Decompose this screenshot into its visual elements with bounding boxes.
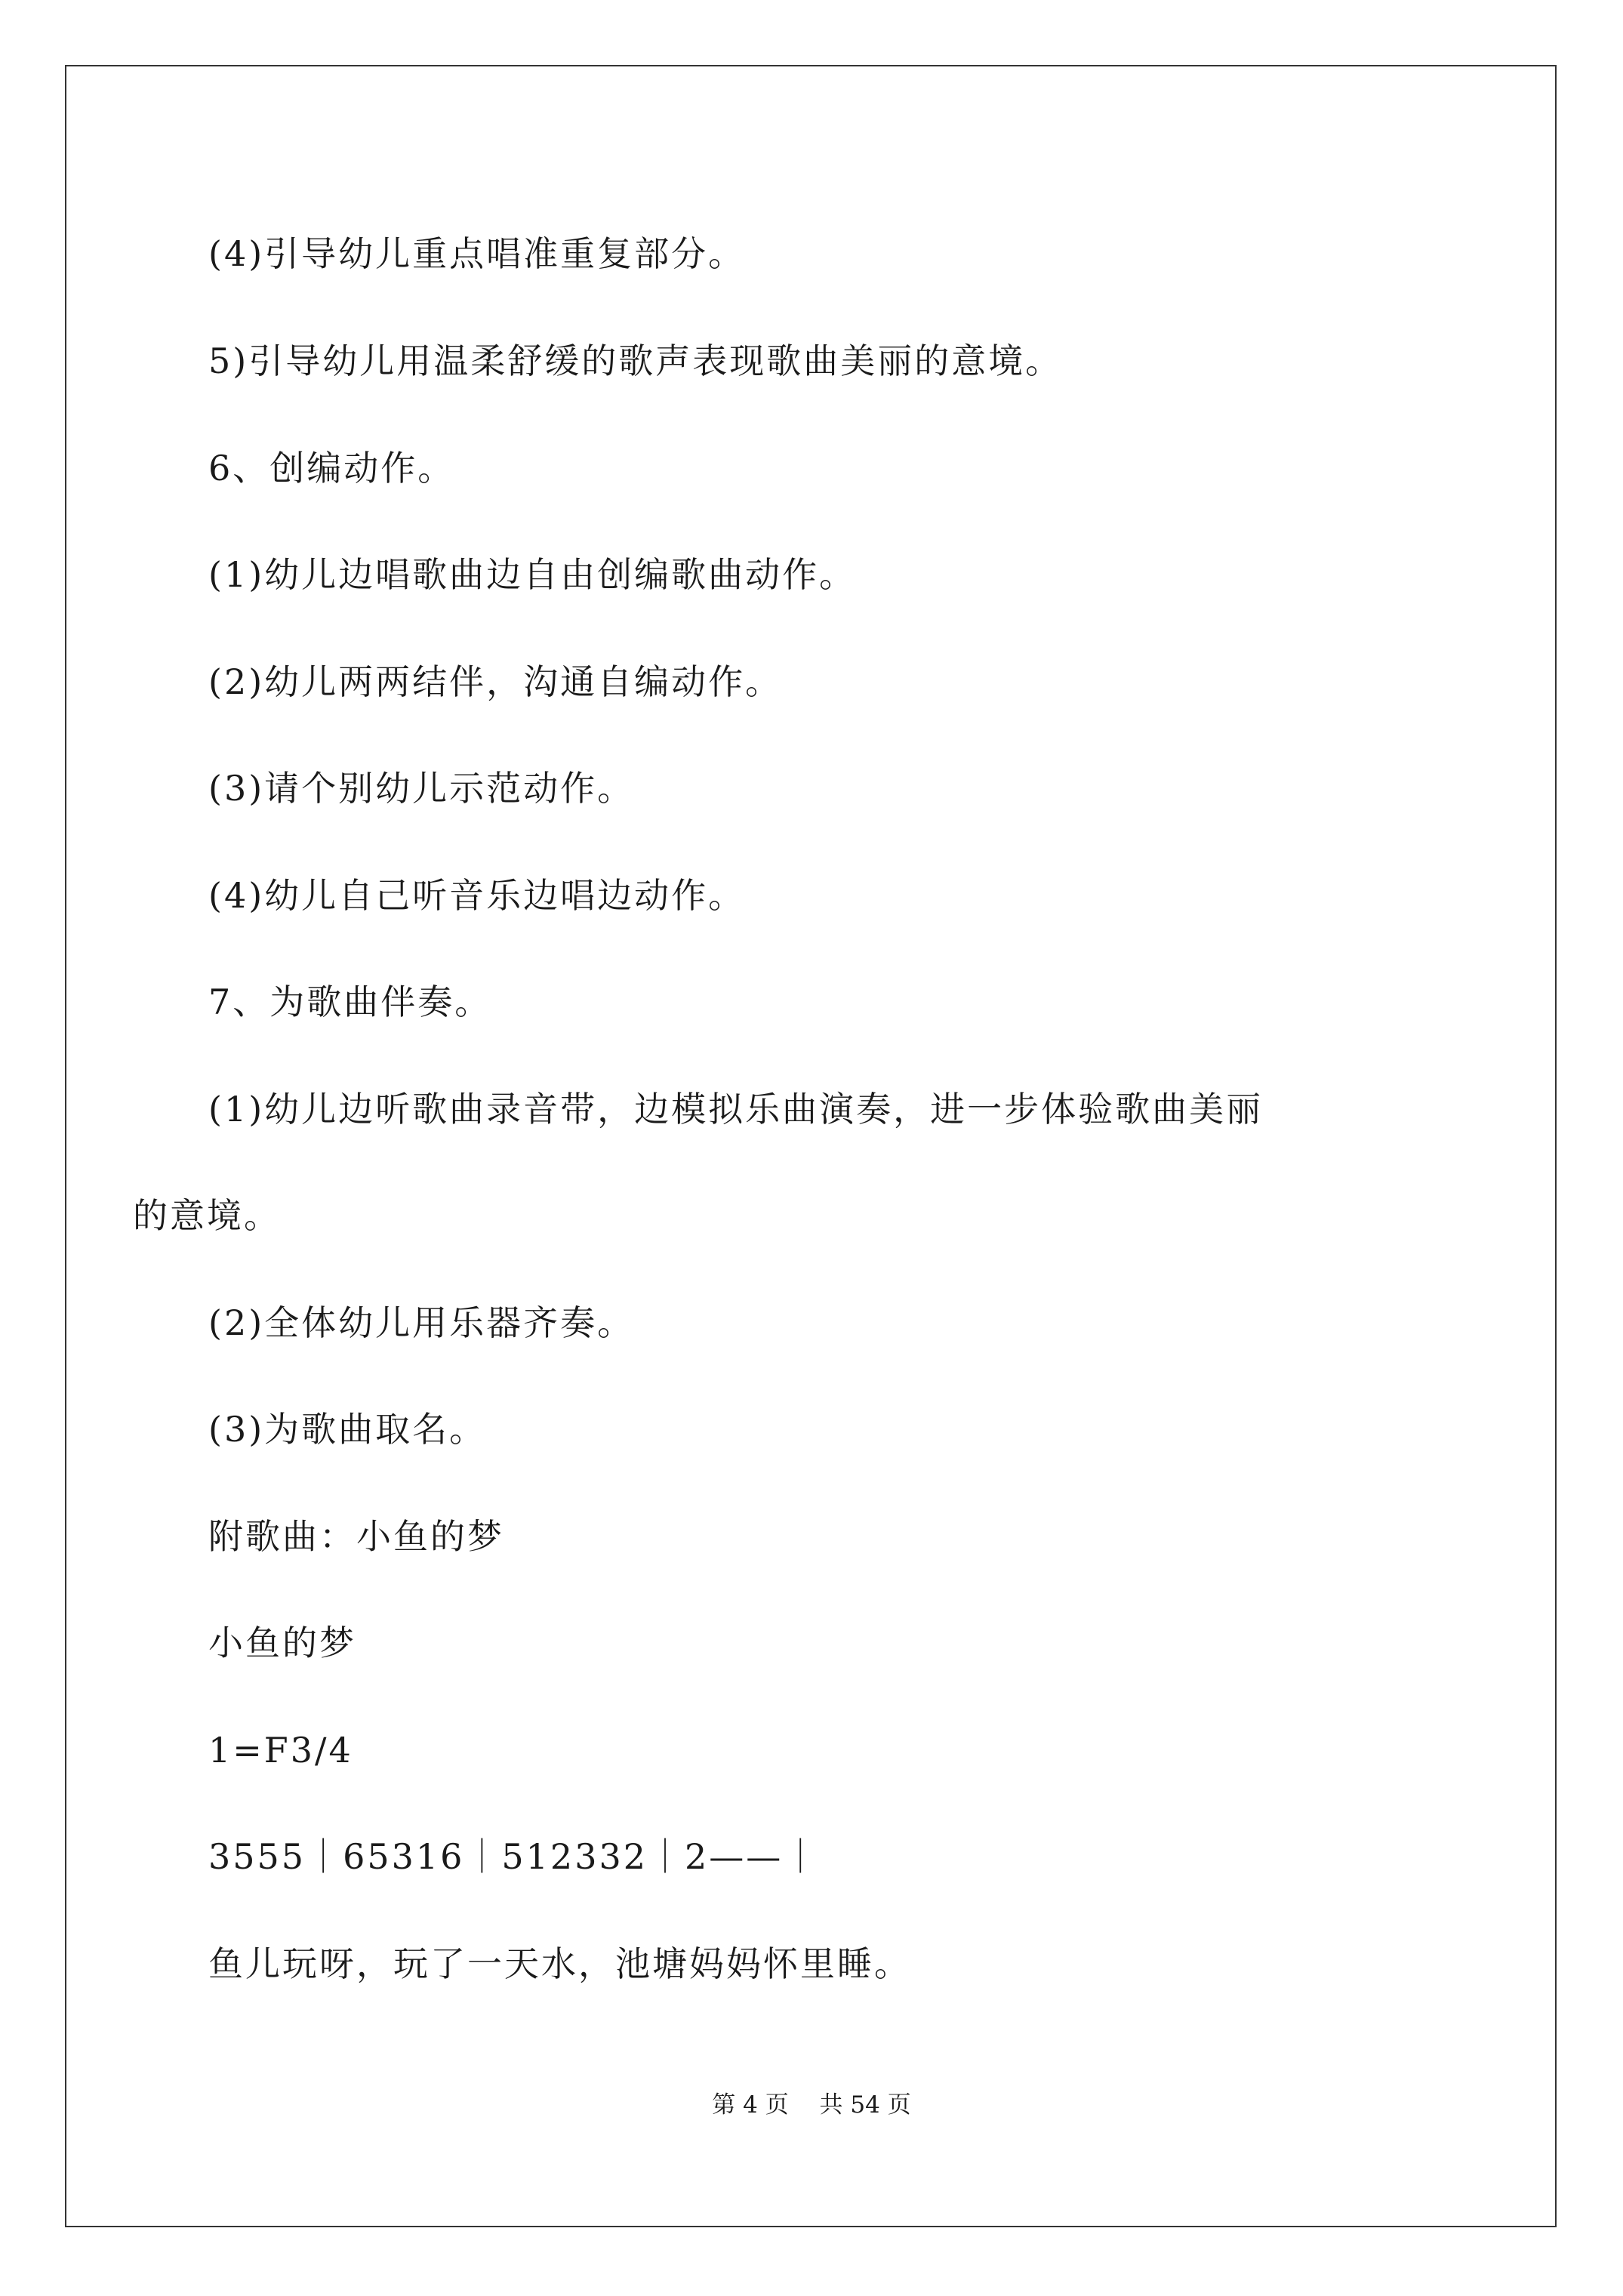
text-line: 3555｜65316｜512332｜2——｜ <box>208 1836 821 1877</box>
page-border <box>65 65 1557 2227</box>
text-line: 6、创编动作。 <box>208 448 455 488</box>
text-line: 鱼儿玩呀，玩了一天水，池塘妈妈怀里睡。 <box>208 1943 911 1984</box>
text-line: 的意境。 <box>133 1195 281 1236</box>
text-line: 7、为歌曲伴奏。 <box>208 982 492 1022</box>
page-number-footer: 第 4 页 共 54 页 <box>712 2091 911 2119</box>
text-line: 1=F3/4 <box>208 1730 353 1771</box>
text-line: (4)引导幼儿重点唱准重复部分。 <box>208 233 746 274</box>
text-line: 小鱼的梦 <box>208 1623 356 1663</box>
text-line: (3)请个别幼儿示范动作。 <box>208 768 635 809</box>
text-line: (3)为歌曲取名。 <box>208 1409 487 1450</box>
text-line: (4)幼儿自己听音乐边唱边动作。 <box>208 875 746 916</box>
text-line: (1)幼儿边唱歌曲边自由创编歌曲动作。 <box>208 554 857 595</box>
text-line: 附歌曲：小鱼的梦 <box>208 1516 504 1557</box>
text-line: (2)幼儿两两结伴，沟通自编动作。 <box>208 661 783 702</box>
text-line: (1)幼儿边听歌曲录音带，边模拟乐曲演奏，进一步体验歌曲美丽 <box>208 1089 1264 1130</box>
text-line: 5)引导幼儿用温柔舒缓的歌声表现歌曲美丽的意境。 <box>208 341 1063 381</box>
text-line: (2)全体幼儿用乐器齐奏。 <box>208 1302 635 1343</box>
